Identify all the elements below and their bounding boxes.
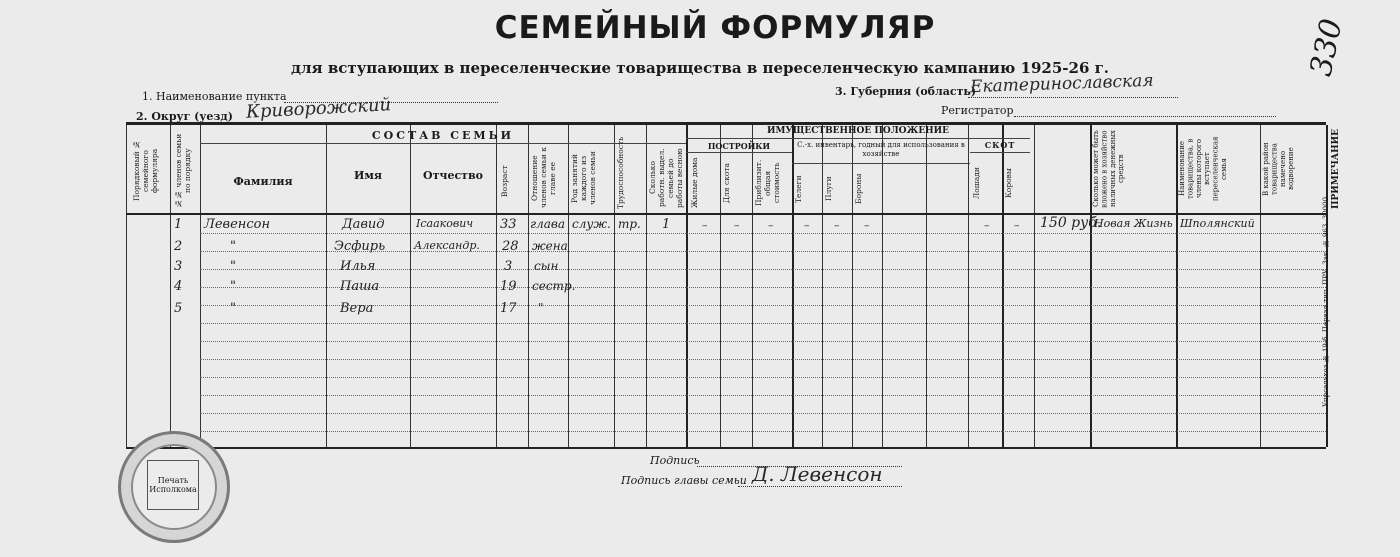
col-otnoshenie-header: Отношение членов семьи к главе ее bbox=[530, 147, 557, 209]
col-rod-zanyatiy-header: Род занятий каждого из членов семьи bbox=[570, 151, 597, 205]
row-nn: 1 bbox=[174, 217, 183, 232]
row-imya: Илья bbox=[340, 259, 376, 274]
col-imya-header: Имя bbox=[353, 169, 383, 182]
col-pribl-stoim-header: Приблизит. общая стоимость bbox=[754, 159, 781, 207]
row-familiya: " bbox=[230, 239, 236, 254]
col-trudosp-header: Трудоспособность bbox=[616, 136, 625, 209]
group-skot-header: СКОТ bbox=[984, 140, 1016, 150]
col-korovy-header: Коровы bbox=[1004, 168, 1013, 198]
glava-signature-label: Подпись главы семьи bbox=[621, 474, 747, 487]
row-loshadi: – bbox=[984, 219, 990, 232]
row-skolko-mozhet: 150 руб. bbox=[1040, 215, 1102, 231]
col-skolko-rabot-header: Сколько работн. выдел. семьей до работы весною bbox=[648, 148, 684, 208]
registrator-label: Регистратор bbox=[941, 104, 1014, 117]
form-title: СЕМЕЙНЫЙ ФОРМУЛЯР bbox=[494, 10, 936, 46]
row-vozrast: 17 bbox=[500, 301, 517, 316]
col-borony-header: Бороны bbox=[854, 173, 863, 205]
podpis-label: Подпись bbox=[650, 454, 700, 467]
row-imya: Паша bbox=[340, 279, 380, 294]
row-imya: Давид bbox=[342, 217, 385, 232]
row-borony: – bbox=[864, 219, 870, 232]
col-naimen-tov-header: Наименование товарищества, в члены которого вступает переселенческая семья bbox=[1178, 136, 1228, 202]
col-plugi-header: Плуги bbox=[824, 176, 833, 202]
col-dlya-skota-header: Для скота bbox=[722, 163, 731, 204]
row-plugi: – bbox=[834, 219, 840, 232]
group-postroiki-header: ПОСТРОЙКИ bbox=[707, 141, 771, 151]
row-dlya-skota: – bbox=[734, 219, 740, 232]
row-familiya: " bbox=[230, 279, 236, 294]
group-imush-header: ИМУЩЕСТВЕННОЕ ПОЛОЖЕНИЕ bbox=[766, 126, 950, 136]
guberniya-label: 3. Губерния (область) bbox=[835, 85, 977, 98]
row-naimen-tov: Новая Жизнь bbox=[1094, 217, 1173, 230]
archive-number: 330 bbox=[1303, 15, 1350, 80]
punkt-label: 1. Наименование пункта bbox=[142, 90, 287, 103]
row-vozrast: 28 bbox=[502, 239, 519, 254]
col-v-kakoy-rayon-header: В какой район товарищества намечено водворение bbox=[1262, 142, 1296, 196]
glava-signature: Д. Левенсон bbox=[752, 462, 883, 486]
row-otchestvo: Ісаакович bbox=[416, 217, 474, 230]
row-familiya: Левенсон bbox=[204, 217, 271, 232]
form-subtitle: для вступающих в переселенческие товарищества в переселенческую кампанию 1925-26 г. bbox=[290, 59, 1110, 77]
row-trudosp: тр. bbox=[618, 217, 641, 231]
col-loshadi-header: Лошади bbox=[972, 167, 981, 199]
row-vozrast: 33 bbox=[500, 217, 517, 232]
registrator-field bbox=[1014, 116, 1276, 117]
group-inventar-header: С.-х. инвентарь, годный для использования в хозяйстве bbox=[797, 141, 965, 158]
row-otnoshenie: " bbox=[538, 301, 544, 315]
seal-line-2: Исполкома bbox=[149, 485, 197, 494]
col-zhilye-header: Жилые дома bbox=[690, 157, 699, 209]
row-nn: 5 bbox=[174, 301, 183, 316]
guberniya-value: Екатеринославская bbox=[969, 70, 1154, 98]
seal-box bbox=[147, 460, 199, 510]
col-telegi-header: Телеги bbox=[794, 175, 803, 203]
row-nn: 4 bbox=[174, 279, 183, 294]
col-otchestvo-header: Отчество bbox=[423, 169, 483, 182]
row-rod-zanyatiy: служ. bbox=[572, 217, 611, 231]
row-nn: 2 bbox=[174, 239, 183, 254]
official-seal bbox=[118, 431, 230, 543]
guberniya-field bbox=[968, 97, 1178, 98]
row-otnoshenie: жена bbox=[532, 239, 568, 253]
col-primechanie-header: ПРИМЕЧАНИЕ bbox=[1331, 128, 1341, 209]
row-vozrast: 19 bbox=[500, 279, 517, 294]
row-nn: 3 bbox=[174, 259, 183, 274]
family-table bbox=[126, 122, 1341, 449]
row-familiya: " bbox=[230, 301, 236, 316]
col-skolko-mozhet-header: Сколько может быть вложено в хозяйство наличных денежных средств bbox=[1092, 130, 1126, 208]
col-vozrast-header: Возраст bbox=[500, 165, 509, 197]
row-v-kakoy-rayon: Шполянский bbox=[1180, 217, 1255, 230]
seal-line-1: Печать bbox=[157, 476, 189, 485]
glava-signature-field bbox=[738, 486, 902, 487]
group-sostav-header: СОСТАВ СЕМЬИ bbox=[371, 129, 515, 142]
row-skolko-rabot: 1 bbox=[662, 217, 671, 232]
col-familiya-header: Фамилия bbox=[233, 175, 293, 188]
row-otchestvo: Александр. bbox=[414, 239, 480, 252]
col-poryadk-header: Порядковый № семейного формуляра bbox=[132, 140, 159, 202]
okrug-value: Криворожский bbox=[245, 94, 392, 123]
row-otnoshenie: сестр. bbox=[532, 279, 576, 293]
row-familiya: " bbox=[230, 259, 236, 274]
row-vozrast: 3 bbox=[504, 259, 513, 274]
row-otnoshenie: сын bbox=[534, 259, 559, 273]
row-pribl-stoim: – bbox=[768, 219, 774, 232]
row-imya: Вера bbox=[340, 301, 374, 316]
okrug-label: 2. Округ (уезд) bbox=[136, 110, 233, 123]
col-nn-header: №№ членов семьи по порядку bbox=[174, 133, 192, 209]
row-telegi: – bbox=[804, 219, 810, 232]
printer-note: Упрсельхоз № 19-б. Первая тип. ПРУ. Зак. № 963. 30000 bbox=[1322, 196, 1330, 408]
row-zhilye: – bbox=[702, 219, 708, 232]
row-otnoshenie: глава bbox=[530, 217, 565, 231]
row-korovy: – bbox=[1014, 219, 1020, 232]
row-imya: Эсфирь bbox=[334, 239, 386, 254]
